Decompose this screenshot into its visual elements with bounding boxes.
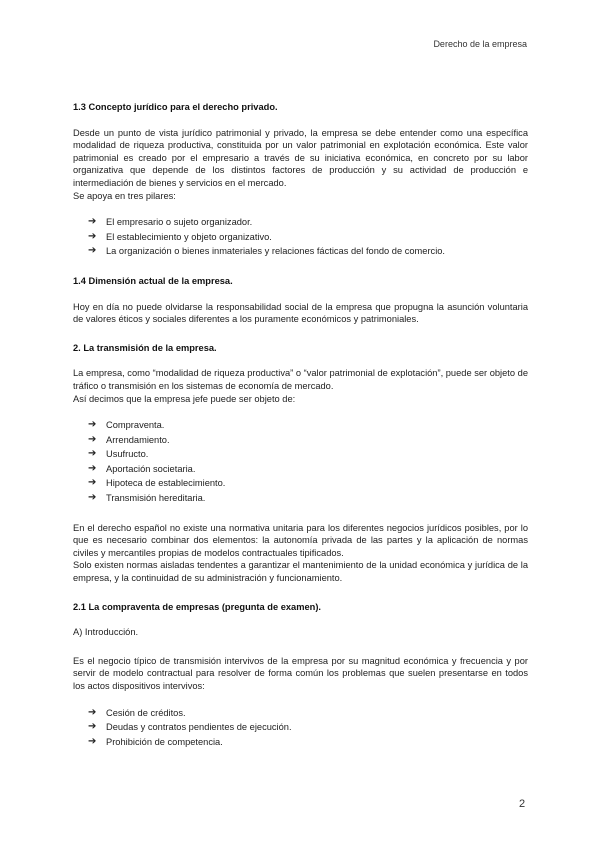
list-item: ➔ Arrendamiento. [88, 433, 528, 448]
section-heading: 2. La transmisión de la empresa. [73, 342, 217, 353]
arrow-right-icon: ➔ [88, 419, 97, 431]
list-item: ➔ Aportación societaria. [88, 462, 528, 477]
running-header: Derecho de la empresa [433, 39, 527, 49]
arrow-right-icon: ➔ [88, 735, 97, 747]
arrow-right-icon: ➔ [88, 706, 97, 718]
list-item: ➔ El establecimiento y objeto organizativo. [88, 230, 528, 245]
paragraph: Así decimos que la empresa jefe puede ser objeto de: [73, 393, 296, 404]
list-item: ➔ Cesión de créditos. [88, 706, 528, 721]
list-item: ➔ Transmisión hereditaria. [88, 491, 528, 506]
list-item: ➔ La organización o bienes inmateriales y relaciones fácticas del fondo de comercio. [88, 244, 528, 259]
bullet-list [73, 418, 528, 506]
bullet-list [73, 215, 528, 259]
paragraph: La empresa, como “modalidad de riqueza productiva” o “valor patrimonial de explotación”, puede ser objeto de tráfico o transmisión en los sistemas de economía de mercado. [73, 368, 528, 391]
arrow-right-icon: ➔ [88, 477, 97, 489]
paragraph: Desde un punto de vista jurídico patrimonial y privado, la empresa se debe entender como una específica modalidad de riqueza productiva, constituida por un valor patrimonial en explotación económica. Este valor patrimonial es creado por el empresario a través de su iniciativa económica, en concreto por su labor organizativa que depende de los distintos factores de producción y su actividad de producción e intermediación de bienes y servicios en el mercado. [73, 127, 528, 188]
paragraph: Hoy en día no puede olvidarse la responsabilidad social de la empresa que propugna la asunción voluntaria de valores éticos y sociales diferentes a los puramente económicos y patrimoniales. [73, 301, 528, 325]
arrow-right-icon: ➔ [88, 492, 97, 504]
list-item: ➔ Prohibición de competencia. [88, 735, 528, 750]
arrow-right-icon: ➔ [88, 230, 97, 242]
page-number: 2 [519, 798, 526, 810]
paragraph: Es el negocio típico de transmisión intervivos de la empresa por su magnitud económica y frecuencia y por servir de modelo contractual para resolver de forma común los problemas que suelen presentarse en todos los actos dispositivos intervivos: [73, 655, 528, 691]
arrow-right-icon: ➔ [88, 216, 97, 228]
list-item: ➔ El empresario o sujeto organizador. [88, 215, 528, 230]
document-body [73, 101, 528, 749]
arrow-right-icon: ➔ [88, 433, 97, 445]
paragraph: Se apoya en tres pilares: [73, 190, 176, 201]
arrow-right-icon: ➔ [88, 462, 97, 474]
arrow-right-icon: ➔ [88, 448, 97, 460]
section-heading: 1.3 Concepto jurídico para el derecho privado. [73, 102, 278, 112]
list-item: ➔ Usufructo. [88, 447, 528, 462]
list-item: ➔ Compraventa. [88, 418, 528, 433]
subsection-label: A) Introducción. [73, 627, 139, 638]
arrow-right-icon: ➔ [88, 721, 97, 733]
paragraph: Solo existen normas aisladas tendentes a garantizar el mantenimiento de la unidad económica y jurídica de la empresa, y la continuidad de su administración y funcionamiento. [73, 560, 528, 584]
list-item: ➔ Deudas y contratos pendientes de ejecución. [88, 720, 528, 735]
bullet-list [73, 706, 528, 750]
list-item: ➔ Hipoteca de establecimiento. [88, 476, 528, 491]
section-heading: 1.4 Dimensión actual de la empresa. [73, 275, 233, 286]
paragraph: En el derecho español no existe una normativa unitaria para los diferentes negocios jurídicos posibles, por lo que es necesario combinar dos elementos: la autonomía privada de las partes y la aplicación de normas civiles y mercantiles propias de modelos contractuales tipificados. [73, 522, 528, 558]
section-heading: 2.1 La compraventa de empresas (pregunta de examen). [73, 601, 322, 612]
arrow-right-icon: ➔ [88, 245, 97, 257]
